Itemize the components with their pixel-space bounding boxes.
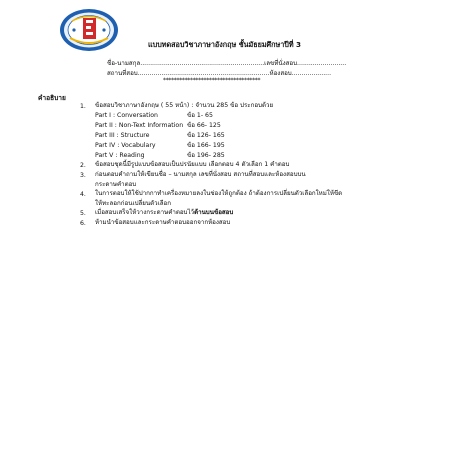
school-emblem-icon	[58, 8, 120, 52]
instruction-item-text: ในการตอบให้ใช้ปากกาทำเครื่องหมายลงในช่องให้ถูกต้อง ถ้าต้องการเปลี่ยนตัวเลือกใหม่ให้ขีด	[95, 190, 343, 197]
instruction-item-text: ก่อนตอบคำถามให้เขียนชื่อ – นามสกุล เลขที่นั่งสอบ สถานที่สอบและห้องสอบบน	[95, 171, 306, 178]
part-range: ข้อ 1- 65	[187, 112, 213, 119]
part-range: ข้อ 196- 285	[187, 152, 225, 159]
instruction-item-text: ข้อสอบชุดนี้มีรูปแบบข้อสอบเป็นปรนัยแบบ เลือกตอบ 4 ตัวเลือก 1 คำตอบ	[95, 161, 290, 168]
part-name: Part I : Conversation	[95, 112, 158, 119]
instruction-item-continuation: กระดาษคำตอบ	[95, 181, 137, 188]
instructions-heading: คำอธิบาย	[38, 94, 66, 102]
item-number: 2.	[80, 162, 86, 169]
instruction-item-text: ห้ามนำข้อสอบและกระดาษคำตอบออกจากห้องสอบ	[95, 219, 231, 226]
instruction-item-text-bold: ด้านบนข้อสอบ	[194, 209, 234, 216]
part-range: ข้อ 126- 165	[187, 132, 225, 139]
item-number: 4.	[80, 191, 86, 198]
item-number: 6.	[80, 220, 86, 227]
exam-location-line: สถานที่สอบ...................................................................ห้องสอบ....................	[107, 70, 332, 77]
instruction-item-text	[95, 209, 233, 217]
item-number: 1.	[80, 103, 86, 110]
instruction-item-text: ข้อสอบวิชาภาษาอังกฤษ ( 55 หน้า) : จำนวน 285 ข้อ ประกอบด้วย	[95, 102, 274, 109]
part-name: Part III : Structure	[95, 132, 150, 139]
part-name: Part II : Non-Text Information	[95, 122, 184, 129]
star-divider: ************************************	[163, 77, 261, 84]
item-number: 5.	[80, 210, 86, 217]
part-range: ข้อ 66- 125	[187, 122, 221, 129]
instruction-item-text-plain: เมื่อสอบเสร็จให้วางกระดาษคำตอบไว้	[95, 209, 195, 216]
part-name: Part IV : Vocabulary	[95, 142, 156, 149]
part-name: Part V : Reading	[95, 152, 145, 159]
item-number: 3.	[80, 172, 86, 179]
part-range: ข้อ 166- 195	[187, 142, 225, 149]
exam-title: แบบทดสอบวิชาภาษาอังกฤษ ชั้นมัธยมศึกษาปีที่ 3	[148, 40, 302, 49]
instruction-item-continuation: ให้ทะลอกก่อนเปลี่ยนตัวเลือก	[95, 200, 171, 207]
student-name-line: ชื่อ-นามสกุล...............................................................เลขที่นั่งสอบ.........................	[107, 60, 347, 67]
